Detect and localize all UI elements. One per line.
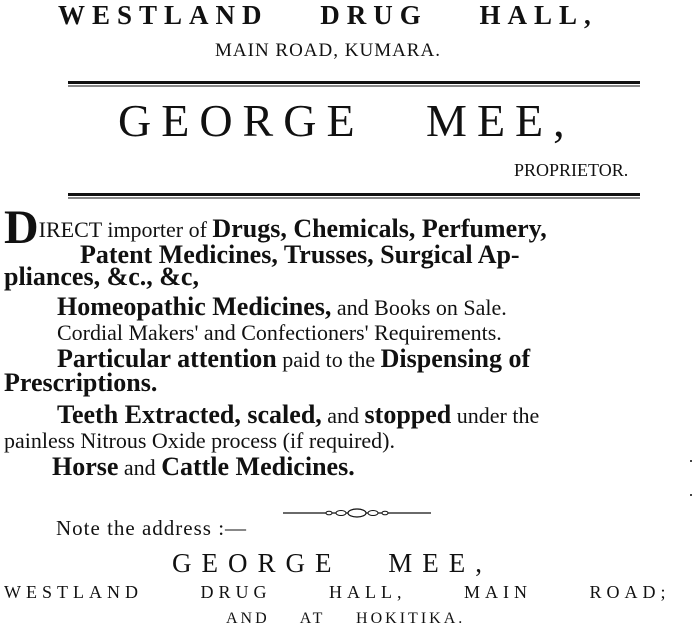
horse-text: Horse — [52, 452, 119, 481]
direct-caps: IRECT — [38, 217, 102, 242]
importer-text: importer of — [101, 217, 213, 242]
body-line-teeth — [57, 400, 539, 430]
print-speck — [690, 460, 692, 462]
and-text-2: and — [118, 455, 162, 480]
double-rule-top — [68, 81, 640, 87]
patent-text: Patent Medicines, Trusses, Surgical Ap- — [80, 240, 520, 269]
cordial-text: Cordial Makers' and Confectioners' Requirements. — [57, 320, 502, 345]
painless-text: painless Nitrous Oxide process (if required). — [4, 428, 396, 453]
footer-proprietor-name: GEORGE MEE, — [172, 548, 492, 578]
paid-text: paid to the — [276, 347, 381, 372]
body-line-homeopathic — [57, 292, 507, 322]
body-line-prescriptions — [4, 368, 157, 398]
cattle-text: Cattle Medicines. — [161, 452, 355, 481]
ornamental-divider — [283, 507, 431, 519]
prescriptions-text: Prescriptions. — [4, 368, 158, 397]
proprietor-title: PROPRIETOR. — [514, 160, 629, 180]
teeth-text: Teeth Extracted, scaled, — [57, 400, 322, 429]
body-line-horse — [52, 452, 355, 482]
pliances-text: pliances, &c., &c, — [4, 262, 199, 291]
drop-cap: D — [4, 201, 39, 254]
business-name-heading: WESTLAND DRUG HALL, — [58, 0, 598, 30]
print-speck-2 — [690, 494, 692, 496]
double-rule-bottom — [68, 193, 640, 199]
homeopathic-text: Homeopathic Medicines, — [57, 292, 332, 321]
dispensing-text: Dispensing of — [380, 344, 531, 373]
stopped-text: stopped — [364, 400, 452, 429]
body-line-pliances — [4, 262, 199, 292]
body-line-cordial — [57, 320, 502, 346]
proprietor-name: GEORGE MEE, — [118, 95, 575, 146]
note-the-address: Note the address :— — [56, 516, 248, 540]
particular-text: Particular attention — [57, 344, 277, 373]
business-address: MAIN ROAD, KUMARA. — [215, 40, 441, 61]
body-line-painless — [4, 428, 395, 454]
and-text: and — [321, 403, 365, 428]
footer-address-main: WESTLAND DRUG HALL, MAIN ROAD; — [4, 582, 671, 602]
drugs-text: Drugs, Chemicals, Perfumery, — [212, 214, 547, 243]
footer-address-hokitika: AND AT HOKITIKA. — [226, 610, 466, 627]
under-text: under the — [451, 403, 540, 428]
books-text: and Books on Sale. — [331, 295, 507, 320]
